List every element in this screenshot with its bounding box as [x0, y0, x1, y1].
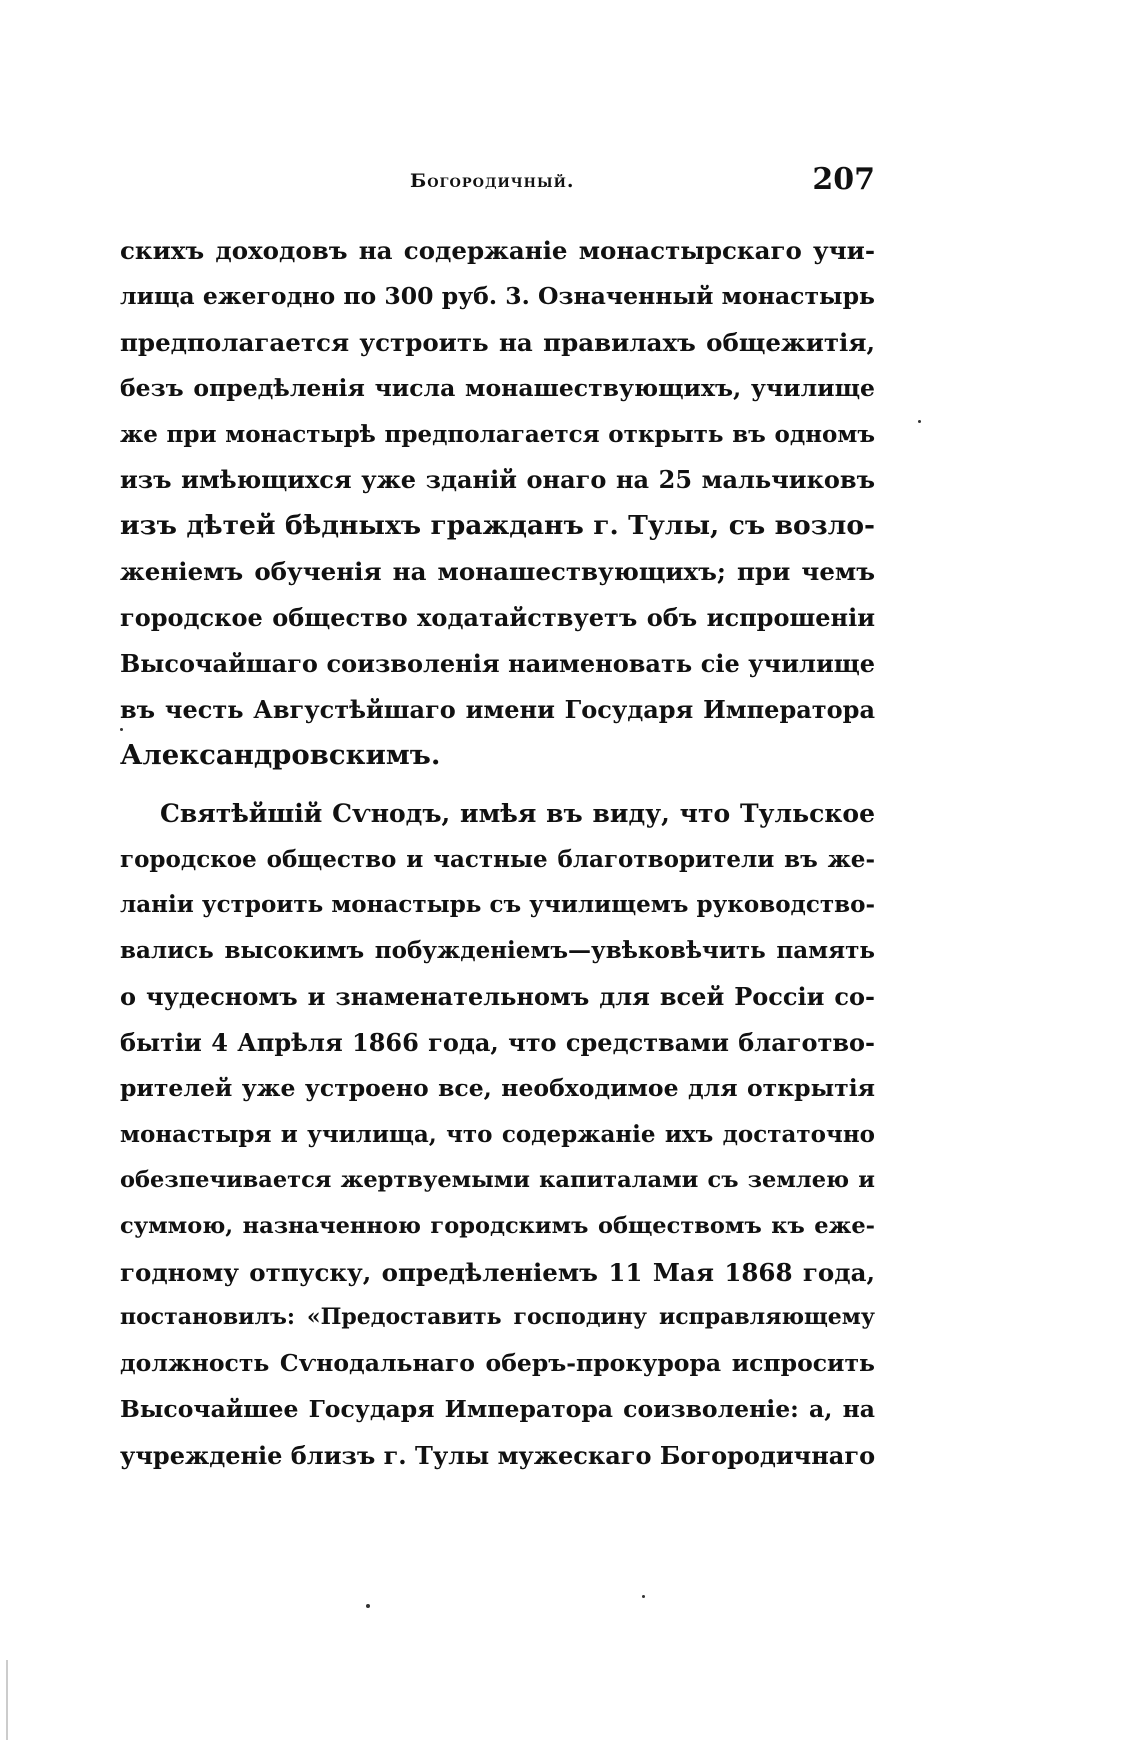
print-speck	[120, 728, 123, 731]
text-line: монастыря и училища, что содержаніе ихъ достаточно	[120, 1120, 875, 1148]
print-speck	[642, 1595, 645, 1598]
running-head	[120, 162, 875, 206]
paragraph-gap	[120, 779, 875, 791]
text-line: въ честь Августѣйшаго имени Государя Императора	[120, 694, 875, 724]
text-line: о чудесномъ и знаменательномъ для всей Россіи со-	[120, 982, 875, 1012]
text-line: Высочайшее Государя Императора соизволеніе: а, на	[120, 1395, 875, 1424]
text-line: учрежденіе близъ г. Тулы мужескаго Богородичнаго	[120, 1441, 875, 1471]
text-line: суммою, назначенною городскимъ обществомъ къ еже-	[120, 1212, 875, 1239]
text-line: рителей уже устроено все, необходимое для открытія	[120, 1074, 875, 1103]
page-number: 207	[812, 162, 875, 197]
paragraph-2	[120, 791, 875, 1479]
text-line: должность Сѵнодальнаго оберъ-прокурора испросить	[120, 1349, 875, 1378]
text-line: безъ опредѣленія числа монашествующихъ, училище	[120, 373, 875, 402]
text-line: постановилъ: «Предоставить господину исправляющему	[120, 1304, 875, 1331]
text-line: же при монастырѣ предполагается открыть въ одномъ	[120, 420, 875, 448]
text-line: женіемъ обученія на монашествующихъ; при чемъ	[120, 557, 875, 587]
print-speck	[366, 1604, 370, 1608]
text-line: Александровскимъ.	[120, 738, 441, 771]
text-line: лища ежегодно по 300 руб. 3. Означенный монастырь	[120, 281, 875, 310]
text-line: городское общество и частные благотворители въ же-	[120, 845, 875, 873]
body-text	[120, 228, 875, 1479]
text-line: Святѣйшій Сѵнодъ, имѣя въ виду, что Тульское	[160, 798, 875, 828]
running-title: Богородичный.	[410, 170, 575, 192]
scan-edge	[6, 1660, 8, 1740]
text-line: ланіи устроить монастырь съ училищемъ руководство-	[120, 891, 875, 919]
text-line: бытіи 4 Апрѣля 1866 года, что средствами благотво-	[120, 1028, 875, 1058]
text-line: изъ имѣющихся уже зданій онаго на 25 мальчиковъ	[120, 465, 875, 495]
text-line: скихъ доходовъ на содержаніе монастырскаго учи-	[120, 236, 875, 265]
text-line: вались высокимъ побужденіемъ—увѣковѣчить память	[120, 937, 875, 965]
paragraph-1	[120, 228, 875, 779]
print-speck	[918, 420, 921, 423]
text-line: изъ дѣтей бѣдныхъ гражданъ г. Тулы, съ возло-	[120, 510, 875, 542]
text-line: обезпечивается жертвуемыми капиталами съ землею и	[120, 1166, 875, 1193]
text-line: предполагается устроить на правилахъ общежитія,	[120, 327, 875, 357]
text-line: городское общество ходатайствуетъ объ испрошеніи	[120, 603, 875, 633]
text-line: Высочайшаго соизволенія наименовать сіе училище	[120, 649, 875, 679]
text-line: годному отпуску, опредѣленіемъ 11 Мая 1868 года,	[120, 1257, 875, 1287]
